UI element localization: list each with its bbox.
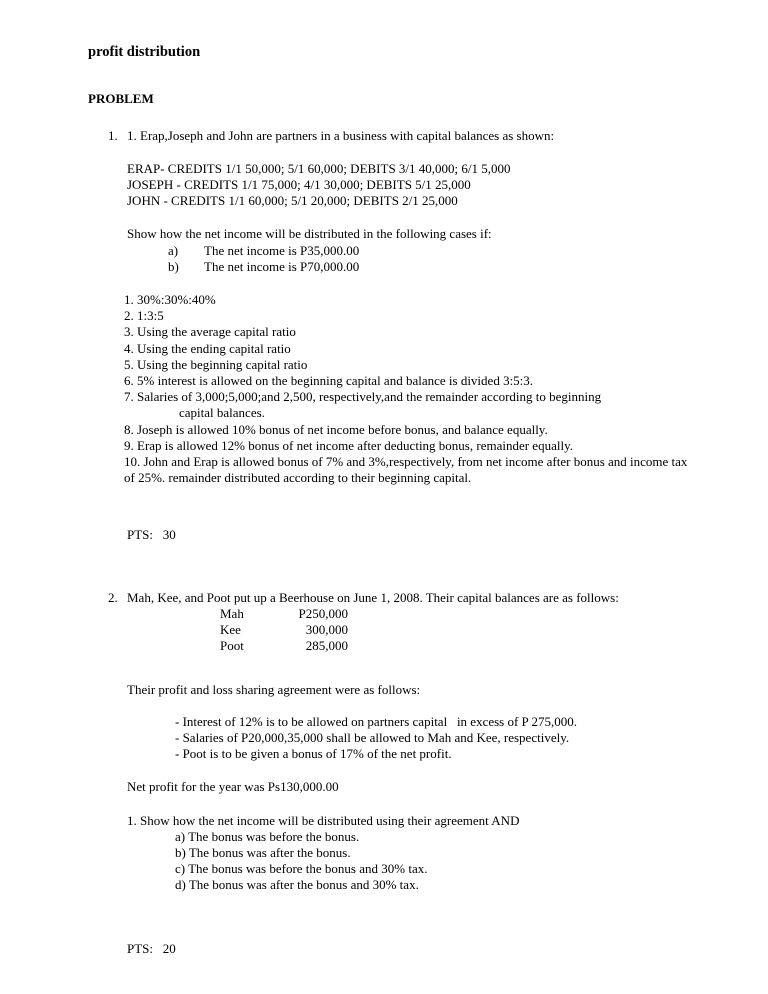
- agreement-item-salaries: - Salaries of P20,000,35,000 shall be allowed to Mah and Kee, respectively.: [175, 729, 570, 745]
- problem-1-capital-line-3: JOHN - CREDITS 1/1 60,000; 5/1 20,000; DEBITS 2/1 25,000: [127, 193, 458, 209]
- spacer: [127, 144, 688, 161]
- section-heading-problem: PROBLEM: [88, 91, 154, 107]
- problem-2-net-profit: Net profit for the year was Ps130,000.00: [127, 779, 339, 795]
- method-item-2: 2. 1:3:5: [124, 308, 164, 324]
- problem-list: [88, 128, 688, 957]
- problem-item-1: [88, 128, 688, 590]
- spacer: [127, 894, 688, 928]
- problem-1-points-label: PTS:: [127, 526, 154, 542]
- method-item-7: [124, 389, 688, 421]
- spacer: [127, 698, 688, 714]
- problem-1-intro: 1. Erap,Joseph and John are partners in a business with capital balances as shown:: [127, 127, 555, 143]
- problem-1-capital-line-1: ERAP- CREDITS 1/1 50,000; 5/1 60,000; DEBITS 3/1 40,000; 6/1 5,000: [127, 160, 511, 176]
- problem-2-case-d: d) The bonus was after the bonus and 30% tax.: [175, 877, 419, 893]
- problem-2-marker: 2.: [108, 589, 118, 605]
- partner-name-mah: Mah: [220, 605, 244, 621]
- table-row: [220, 638, 348, 654]
- case-b-text: The net income is P70,000.00: [204, 258, 360, 274]
- document-body: [88, 44, 688, 970]
- problem-2-case-a: a) The bonus was before the bonus.: [175, 828, 360, 844]
- problem-1-methods-list: [124, 292, 688, 486]
- problem-1-points-value: 30: [162, 526, 176, 542]
- spacer: [127, 655, 688, 682]
- spacer: [127, 796, 688, 813]
- method-item-7-continuation: capital balances.: [179, 405, 265, 421]
- method-item-7-text: 7. Salaries of 3,000;5,000;and 2,500, respectively,and the remainder according to beginning: [124, 389, 602, 405]
- method-item-9: 9. Erap is allowed 12% bonus of net income after deducting bonus, remainder equally.: [124, 437, 573, 453]
- spacer: [127, 487, 688, 514]
- problem-1-case-list: [127, 243, 688, 275]
- problem-2-agreement-list: [127, 714, 688, 763]
- problem-2-requirement: 1. Show how the net income will be distributed using their agreement AND: [127, 812, 520, 828]
- agreement-item-bonus: - Poot is to be given a bonus of 17% of the net profit.: [175, 746, 452, 762]
- problem-item-2: [88, 590, 688, 957]
- problem-1-cases-prompt: Show how the net income will be distributed in the following cases if:: [127, 226, 492, 242]
- problem-1-case-b: [127, 259, 688, 275]
- partner-name-poot: Poot: [220, 638, 244, 654]
- method-item-3: 3. Using the average capital ratio: [124, 324, 296, 340]
- partner-name-kee: Kee: [220, 622, 241, 638]
- method-item-5: 5. Using the beginning capital ratio: [124, 356, 308, 372]
- problem-2-case-b: b) The bonus was after the bonus.: [175, 844, 351, 860]
- problem-2-points-label: PTS:: [127, 940, 154, 956]
- problem-2-case-list: [127, 829, 688, 894]
- method-item-6: 6. 5% interest is allowed on the beginning capital and balance is divided 3:5:3.: [124, 373, 534, 389]
- method-item-4: 4. Using the ending capital ratio: [124, 340, 291, 356]
- partner-amount-kee: 300,000: [305, 622, 348, 638]
- table-row: [220, 606, 348, 622]
- case-b-marker: b): [168, 258, 179, 274]
- table-row: [220, 622, 348, 638]
- problem-1-points: [127, 527, 688, 543]
- spacer: [127, 762, 688, 779]
- problem-2-capital-table: [220, 606, 348, 655]
- spacer: [127, 275, 688, 292]
- agreement-item-interest: - Interest of 12% is to be allowed on partners capital in excess of P 275,000.: [175, 713, 578, 729]
- problem-1-capital-line-2: JOSEPH - CREDITS 1/1 75,000; 4/1 30,000; DEBITS 5/1 25,000: [127, 177, 471, 193]
- problem-2-points-value: 20: [162, 940, 176, 956]
- problem-2-points: [127, 941, 688, 957]
- partner-amount-mah: P250,000: [298, 605, 348, 621]
- problem-1-case-a: [127, 243, 688, 259]
- page-title: profit distribution: [88, 44, 201, 60]
- problem-2-agreement-prompt: Their profit and loss sharing agreement were as follows:: [127, 681, 421, 697]
- partner-amount-poot: 285,000: [305, 638, 348, 654]
- case-a-marker: a): [168, 242, 179, 258]
- problem-1-marker: 1.: [108, 127, 118, 143]
- method-item-8: 8. Joseph is allowed 10% bonus of net income before bonus, and balance equally.: [124, 421, 548, 437]
- method-item-1: 1. 30%:30%:40%: [124, 292, 216, 308]
- problem-2-case-c: c) The bonus was before the bonus and 30% tax.: [175, 861, 428, 877]
- method-item-10: 10. John and Erap is allowed bonus of 7% and 3%,respectively, from net income after bonus and income tax of 25%. remainder distributed according to their beginning capital.: [124, 454, 688, 486]
- spacer: [127, 556, 688, 590]
- spacer: [127, 209, 688, 226]
- problem-2-intro: Mah, Kee, and Poot put up a Beerhouse on June 1, 2008. Their capital balances are as follows:: [127, 589, 619, 605]
- case-a-text: The net income is P35,000.00: [204, 242, 360, 258]
